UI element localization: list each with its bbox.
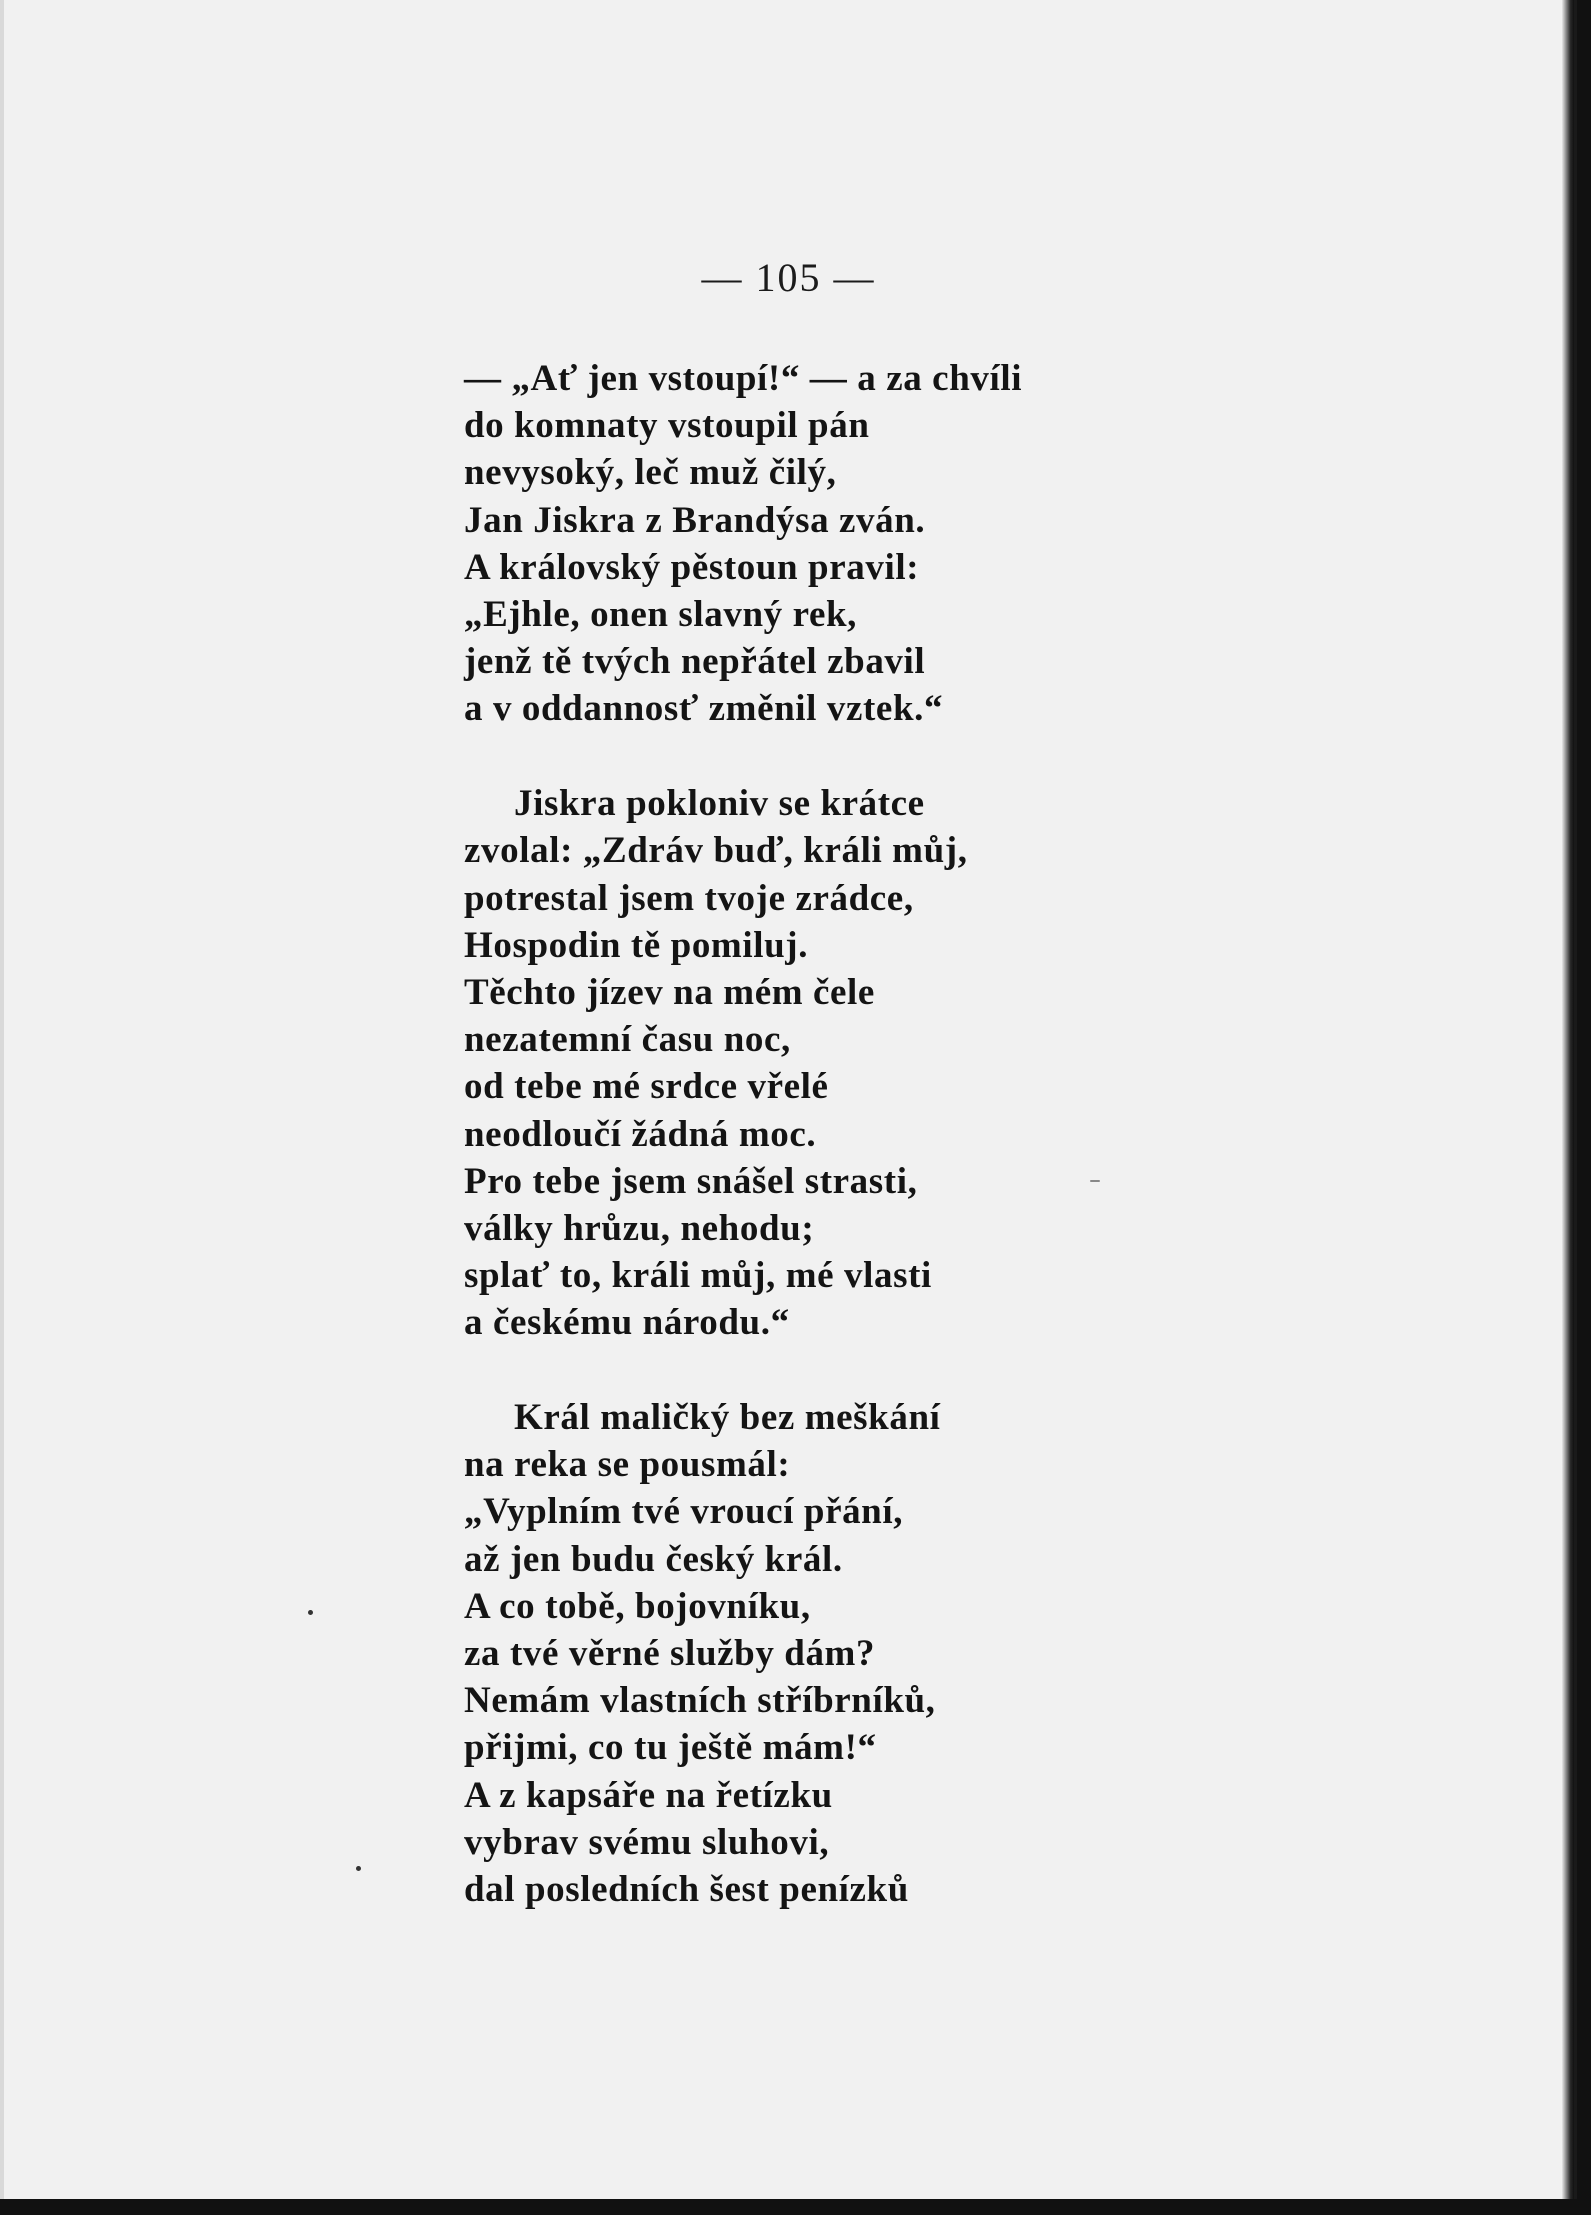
poem-line: zvolal: „Zdráv buď, králi můj,: [464, 830, 968, 872]
poem-line: Pro tebe jsem snášel strasti,: [464, 1160, 918, 1202]
stanza-2: [464, 780, 1022, 1346]
scan-edge-right: [1562, 0, 1574, 2199]
stanza-1: [464, 355, 1022, 733]
poem-line: do komnaty vstoupil pán: [464, 405, 870, 447]
scan-speck: [356, 1866, 361, 1871]
poem-line: přijmi, co tu ještě mám!“: [464, 1727, 877, 1769]
poem-line: Jan Jiskra z Brandýsa zván.: [464, 499, 926, 541]
poem-body: [464, 355, 1022, 1913]
poem-line: na reka se pousmál:: [464, 1444, 791, 1486]
poem-line: Hospodin tě pomiluj.: [464, 924, 809, 966]
poem-line: A z kapsáře na řetízku: [464, 1774, 833, 1816]
poem-line: Král maličký bez meškání: [514, 1397, 941, 1439]
poem-line: Jiskra pokloniv se krátce: [514, 783, 925, 825]
poem-line: války hrůzu, nehodu;: [464, 1207, 815, 1249]
scan-speck: [308, 1610, 313, 1615]
poem-line: Těchto jízev na mém čele: [464, 971, 875, 1013]
poem-line: A co tobě, bojovníku,: [464, 1585, 811, 1627]
scan-edge-left: [0, 0, 4, 2199]
poem-line: vybrav svému sluhovi,: [464, 1821, 830, 1863]
stanza-3: [464, 1394, 1022, 1913]
poem-line: nevysoký, leč muž čilý,: [464, 452, 837, 494]
poem-line: až jen budu český král.: [464, 1538, 843, 1580]
poem-line: neodloučí žádná moc.: [464, 1113, 817, 1155]
poem-line: a v oddannosť změnil vztek.“: [464, 688, 944, 730]
poem-line: — „Ať jen vstoupí!“ — a za chvíli: [464, 358, 1023, 399]
poem-line: a českému národu.“: [464, 1302, 790, 1344]
poem-line: za tvé věrné služby dám?: [464, 1633, 876, 1675]
poem-line: od tebe mé srdce vřelé: [464, 1066, 829, 1108]
poem-line: dal posledních šest penízků: [464, 1869, 909, 1911]
scan-speck: [1090, 1180, 1100, 1182]
page-number: — 105 —: [701, 255, 876, 300]
poem-line: Nemám vlastních stříbrníků,: [464, 1680, 936, 1722]
poem-line: A královský pěstoun pravil:: [464, 546, 920, 588]
poem-line: „Vyplním tvé vroucí přání,: [464, 1491, 904, 1533]
poem-line: jenž tě tvých nepřátel zbavil: [464, 641, 926, 683]
poem-line: nezatemní času noc,: [464, 1019, 791, 1061]
poem-line: „Ejhle, onen slavný rek,: [464, 594, 858, 636]
poem-line: potrestal jsem tvoje zrádce,: [464, 877, 914, 919]
poem-line: splať to, králi můj, mé vlasti: [464, 1255, 932, 1297]
